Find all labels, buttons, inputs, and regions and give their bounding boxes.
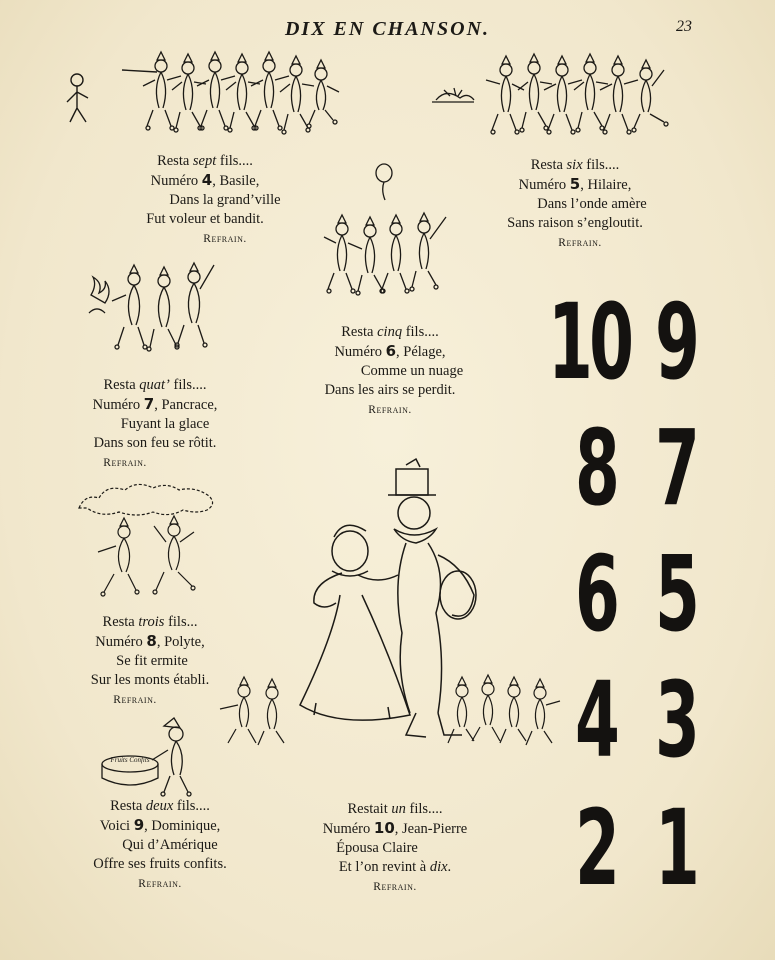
big-number-3: 3 [655,659,697,781]
verse-six: Resta six fils.... Numéro 5, Hilaire, Dans l’onde amère Sans raison s’engloutit. Refrain. [507,157,647,249]
big-number-1: 1 [655,787,697,909]
verse-sept: Resta sept fils.... Numéro 4, Basile, Dans la grand’ville Fut voleur et bandit. Refrain. [146,153,281,245]
big-number-2: 2 [575,787,617,909]
four-clowns-fire-illustration [85,255,230,365]
verse-un: Restait un fils.... Numéro 10, Jean-Pierre Épousa Claire Et l’on revint à dix. Refrain. [322,801,468,893]
clouds-clowns-illustration [75,478,225,603]
fruit-box-illustration [100,712,210,794]
seven-clowns-illustration [62,50,342,150]
big-number-4: 4 [575,659,617,781]
page-number: 23 [676,18,692,35]
verse-quat: Resta quat’ fils.... Numéro 7, Pancrace, Fuyant la glace Dans son feu se rôtit. Refrain. [92,377,218,469]
big-number-6: 6 [575,533,617,655]
page-title: DIX EN CHANSON. [284,18,491,40]
six-clowns-illustration [432,52,672,152]
big-number-9: 9 [655,281,697,403]
big-number-8: 8 [575,407,617,529]
verse-cinq: Resta cinq fils.... Numéro 6, Pélage, Comme un nuage Dans les airs se perdit. Refrain. [324,324,464,416]
big-number-10: 10 [548,281,631,403]
five-clowns-illustration [320,205,460,310]
big-number-5: 5 [655,533,697,655]
balloon-illustration [372,162,396,202]
verse-deux: Resta deux fils.... Voici 9, Dominique, Qui d’Amérique Offre ses fruits confits. Refrain. [93,798,227,890]
big-number-7: 7 [655,407,697,529]
dancing-couple-illustration [218,455,563,785]
fruit-box-label: Fruits Confits [110,756,150,764]
verse-trois: Resta trois fils... Numéro 8, Polyte, Se fit ermite Sur les monts établi. Refrain. [90,614,210,706]
